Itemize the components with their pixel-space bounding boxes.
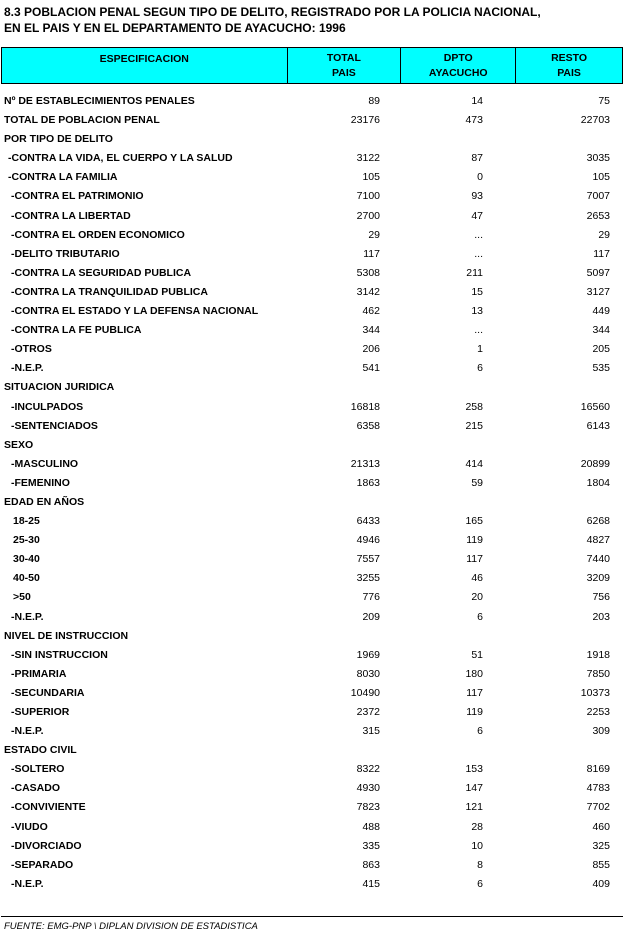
value-total-pais: 7557: [356, 553, 380, 566]
value-total-pais: 1863: [356, 476, 380, 489]
table-row: [0, 264, 624, 283]
table-row: [0, 760, 624, 779]
value-resto-pais: 3127: [586, 285, 610, 298]
value-dpto-ayacucho: ...: [474, 228, 483, 241]
value-total-pais: 8030: [356, 667, 380, 680]
value-dpto-ayacucho: 46: [471, 572, 483, 585]
row-label: 30-40: [13, 553, 40, 566]
row-label: -CONVIVIENTE: [11, 801, 86, 814]
table-row: [0, 684, 624, 703]
table-row: [0, 455, 624, 474]
value-dpto-ayacucho: 14: [471, 95, 483, 107]
value-total-pais: 23176: [350, 114, 380, 127]
row-label: -SENTENCIADOS: [11, 419, 98, 432]
value-resto-pais: 1804: [586, 476, 610, 489]
value-total-pais: 415: [362, 877, 380, 890]
table-body: [0, 92, 624, 894]
table-row: [0, 493, 624, 512]
value-dpto-ayacucho: 6: [477, 877, 483, 890]
value-resto-pais: 309: [592, 725, 610, 738]
value-total-pais: 7100: [356, 190, 380, 203]
value-dpto-ayacucho: 473: [465, 114, 483, 127]
table-row: [0, 321, 624, 340]
row-label: -DIVORCIADO: [11, 839, 82, 852]
value-total-pais: 10490: [350, 686, 380, 699]
value-total-pais: 3255: [356, 572, 380, 585]
value-total-pais: 89: [368, 95, 380, 107]
value-resto-pais: 7702: [586, 801, 610, 814]
table-row: [0, 550, 624, 569]
value-total-pais: 6358: [356, 419, 380, 432]
row-label: 18-25: [13, 515, 40, 528]
table-row: [0, 856, 624, 875]
value-resto-pais: 7007: [586, 190, 610, 203]
value-resto-pais: 10373: [580, 686, 610, 699]
value-dpto-ayacucho: 165: [465, 515, 483, 528]
table-row: [0, 302, 624, 321]
value-total-pais: 2700: [356, 209, 380, 222]
table-row: [0, 588, 624, 607]
value-dpto-ayacucho: 153: [465, 763, 483, 776]
value-resto-pais: 20899: [580, 457, 610, 470]
value-resto-pais: 6268: [586, 515, 610, 528]
row-label: -CONTRA LA TRANQUILIDAD PUBLICA: [11, 285, 208, 298]
value-total-pais: 5308: [356, 266, 380, 279]
row-label: 40-50: [13, 572, 40, 585]
value-resto-pais: 105: [592, 171, 610, 184]
table-row: [0, 779, 624, 798]
value-dpto-ayacucho: 59: [471, 476, 483, 489]
header-resto-line1: RESTO: [551, 51, 588, 64]
value-total-pais: 488: [362, 820, 380, 833]
value-dpto-ayacucho: 119: [466, 706, 483, 718]
table-row: [0, 837, 624, 856]
table-row: [0, 283, 624, 302]
value-dpto-ayacucho: 13: [471, 305, 483, 318]
table-row: [0, 226, 624, 245]
title-line-1: 8.3 POBLACION PENAL SEGUN TIPO DE DELITO, REGISTRADO POR LA POLICIA NACIONAL,: [4, 5, 541, 19]
value-dpto-ayacucho: 119: [466, 534, 483, 547]
value-total-pais: 776: [362, 591, 380, 604]
table-row: [0, 417, 624, 436]
header-dpto-line2: AYACUCHO: [428, 66, 488, 79]
value-dpto-ayacucho: 258: [465, 400, 483, 413]
table-row: [0, 92, 624, 111]
header-especificacion: [2, 48, 288, 84]
table-row: [0, 569, 624, 588]
value-resto-pais: 4827: [586, 534, 610, 547]
value-resto-pais: 3035: [586, 152, 610, 165]
value-total-pais: 462: [362, 305, 380, 318]
row-label: -CONTRA LA FE PUBLICA: [11, 324, 142, 337]
value-resto-pais: 6143: [586, 419, 610, 432]
value-dpto-ayacucho: 211: [466, 266, 483, 279]
table-row: [0, 378, 624, 397]
value-dpto-ayacucho: 6: [477, 725, 483, 738]
header-total-pais-line2: PAIS: [332, 66, 356, 79]
value-resto-pais: 117: [593, 247, 610, 260]
table-row: [0, 703, 624, 722]
table-row: [0, 187, 624, 206]
value-resto-pais: 3209: [586, 572, 610, 585]
row-label: -SEPARADO: [11, 858, 74, 871]
value-total-pais: 4930: [356, 782, 380, 795]
row-label: TOTAL DE POBLACION PENAL: [4, 114, 160, 127]
header-spec-label: ESPECIFICACION: [99, 53, 189, 65]
row-label: -CONTRA LA VIDA, EL CUERPO Y LA SALUD: [8, 152, 233, 165]
value-resto-pais: 75: [598, 95, 610, 107]
table-row: [0, 149, 624, 168]
value-total-pais: 541: [362, 362, 380, 375]
table-row: [0, 798, 624, 817]
table-row: [0, 646, 624, 665]
value-resto-pais: 22703: [580, 114, 610, 127]
table-row: [0, 608, 624, 627]
value-resto-pais: 16560: [580, 400, 610, 413]
value-total-pais: 29: [368, 228, 380, 241]
header-dpto-line1: DPTO: [443, 51, 473, 64]
row-label: -MASCULINO: [11, 457, 79, 470]
value-dpto-ayacucho: 414: [465, 457, 483, 470]
value-dpto-ayacucho: 1: [477, 343, 483, 356]
footer-divider: [1, 916, 623, 917]
row-label: -CONTRA LA FAMILIA: [8, 171, 118, 184]
header-resto-line2: PAIS: [557, 66, 581, 79]
row-label: -DELITO TRIBUTARIO: [11, 247, 120, 260]
value-total-pais: 105: [362, 171, 380, 184]
value-total-pais: 8322: [356, 763, 380, 776]
row-label: -SIN INSTRUCCION: [11, 648, 108, 661]
value-resto-pais: 2253: [586, 706, 610, 718]
header-total-pais-line1: TOTAL: [326, 51, 361, 64]
row-label: -CONTRA EL PATRIMONIO: [11, 190, 144, 203]
value-total-pais: 2372: [356, 706, 380, 718]
row-label: -OTROS: [11, 343, 52, 356]
table-row: [0, 741, 624, 760]
table-row: [0, 111, 624, 130]
value-resto-pais: 460: [592, 820, 610, 833]
value-total-pais: 4946: [356, 534, 380, 547]
value-resto-pais: 205: [592, 343, 610, 356]
value-resto-pais: 29: [598, 228, 610, 241]
row-label: -SOLTERO: [11, 763, 65, 776]
value-dpto-ayacucho: 15: [471, 285, 483, 298]
value-resto-pais: 203: [592, 610, 610, 623]
row-label: ESTADO CIVIL: [4, 744, 77, 757]
row-label: -N.E.P.: [11, 610, 44, 623]
source-footnote: FUENTE: EMG-PNP \ DIPLAN DIVISION DE ESTADISTICA: [4, 921, 258, 932]
title-line-2: EN EL PAIS Y EN EL DEPARTAMENTO DE AYACUCHO: 1996: [4, 21, 346, 35]
value-total-pais: 7823: [356, 801, 380, 814]
value-resto-pais: 344: [592, 324, 610, 337]
row-label: -SUPERIOR: [11, 706, 70, 718]
value-resto-pais: 535: [592, 362, 610, 375]
table-row: [0, 531, 624, 550]
value-dpto-ayacucho: 6: [477, 362, 483, 375]
value-total-pais: 209: [362, 610, 380, 623]
value-total-pais: 6433: [356, 515, 380, 528]
row-label: SITUACION JURIDICA: [4, 381, 115, 394]
table-row: [0, 665, 624, 684]
row-label: -INCULPADOS: [11, 400, 84, 413]
table-row: [0, 398, 624, 417]
value-dpto-ayacucho: 215: [465, 419, 483, 432]
value-dpto-ayacucho: 28: [471, 820, 483, 833]
value-resto-pais: 8169: [586, 763, 610, 776]
header-dpto-ayacucho: [401, 48, 516, 84]
table-row: [0, 359, 624, 378]
row-label: SEXO: [4, 438, 34, 451]
value-dpto-ayacucho: 6: [477, 610, 483, 623]
value-dpto-ayacucho: 47: [471, 209, 483, 222]
row-label: -VIUDO: [11, 820, 48, 833]
row-label: -PRIMARIA: [11, 667, 67, 680]
table-row: [0, 130, 624, 149]
table-row: [0, 436, 624, 455]
row-label: 25-30: [13, 534, 40, 547]
table-title: [4, 4, 604, 36]
row-label: Nº DE ESTABLECIMIENTOS PENALES: [4, 95, 195, 107]
value-dpto-ayacucho: 51: [471, 648, 483, 661]
value-resto-pais: 1918: [586, 648, 610, 661]
value-resto-pais: 449: [592, 305, 610, 318]
row-label: -CONTRA LA LIBERTAD: [11, 209, 131, 222]
value-dpto-ayacucho: 117: [466, 553, 483, 566]
value-total-pais: 117: [363, 247, 380, 260]
value-resto-pais: 409: [592, 877, 610, 890]
row-label: -FEMENINO: [11, 476, 70, 489]
value-resto-pais: 855: [592, 858, 610, 871]
row-label: >50: [13, 591, 31, 604]
table-row: [0, 875, 624, 894]
row-label: -CONTRA LA SEGURIDAD PUBLICA: [11, 266, 192, 279]
value-dpto-ayacucho: 0: [477, 171, 483, 184]
table-row: [0, 245, 624, 264]
value-dpto-ayacucho: 87: [471, 152, 483, 165]
value-total-pais: 335: [362, 839, 380, 852]
table-header: [1, 47, 623, 84]
value-resto-pais: 325: [592, 839, 610, 852]
value-resto-pais: 2653: [586, 209, 610, 222]
row-label: -CASADO: [11, 782, 60, 795]
value-dpto-ayacucho: ...: [474, 324, 483, 337]
header-resto-pais: [516, 48, 623, 84]
row-label: -N.E.P.: [11, 362, 44, 375]
value-total-pais: 344: [362, 324, 380, 337]
value-total-pais: 863: [362, 858, 380, 871]
value-resto-pais: 756: [592, 591, 610, 604]
table-row: [0, 722, 624, 741]
value-dpto-ayacucho: 180: [465, 667, 483, 680]
value-resto-pais: 5097: [586, 266, 610, 279]
row-label: NIVEL DE INSTRUCCION: [4, 629, 129, 642]
value-dpto-ayacucho: 10: [471, 839, 483, 852]
table-row: [0, 474, 624, 493]
value-total-pais: 3142: [356, 285, 380, 298]
value-total-pais: 1969: [356, 648, 380, 661]
value-resto-pais: 7850: [586, 667, 610, 680]
value-resto-pais: 7440: [586, 553, 610, 566]
value-total-pais: 206: [362, 343, 380, 356]
value-dpto-ayacucho: 147: [465, 782, 483, 795]
row-label: -N.E.P.: [11, 877, 44, 890]
row-label: EDAD EN AÑOS: [4, 495, 85, 508]
value-dpto-ayacucho: 121: [465, 801, 483, 814]
row-label: -SECUNDARIA: [11, 686, 85, 699]
value-dpto-ayacucho: 117: [466, 686, 483, 699]
value-dpto-ayacucho: 93: [471, 190, 483, 203]
table-row: [0, 207, 624, 226]
value-total-pais: 16818: [350, 400, 380, 413]
header-total-pais: [287, 48, 401, 84]
table-row: [0, 512, 624, 531]
value-dpto-ayacucho: 8: [477, 858, 483, 871]
value-dpto-ayacucho: ...: [474, 247, 483, 260]
table-row: [0, 818, 624, 837]
value-resto-pais: 4783: [586, 782, 610, 795]
table-row: [0, 627, 624, 646]
row-label: POR TIPO DE DELITO: [4, 133, 113, 146]
table-row: [0, 168, 624, 187]
value-dpto-ayacucho: 20: [471, 591, 483, 604]
row-label: -N.E.P.: [11, 725, 44, 738]
table-row: [0, 340, 624, 359]
row-label: -CONTRA EL ESTADO Y LA DEFENSA NACIONAL: [11, 305, 259, 318]
row-label: -CONTRA EL ORDEN ECONOMICO: [11, 228, 185, 241]
value-total-pais: 3122: [356, 152, 380, 165]
value-total-pais: 21313: [350, 457, 380, 470]
value-total-pais: 315: [362, 725, 380, 738]
